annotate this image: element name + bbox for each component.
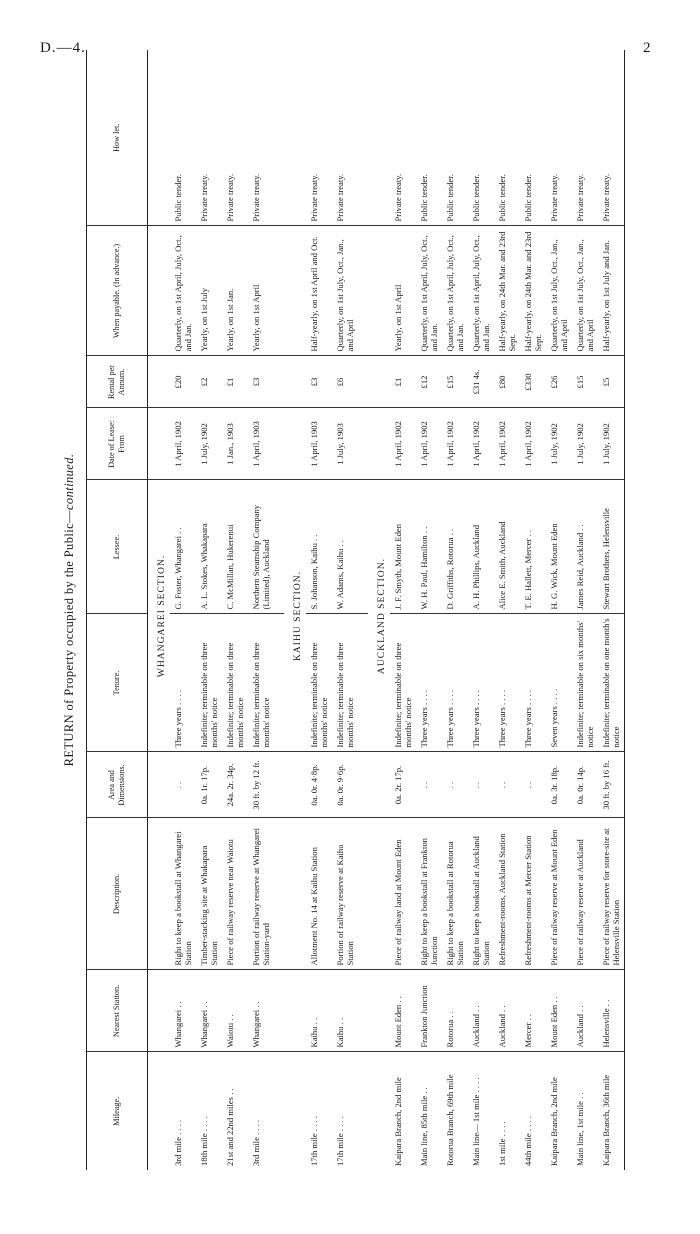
cell-when-payable: Quarterly, on 1st April, July, Oct., and Jan. [442,226,468,356]
cell-rental: £3 [306,356,332,408]
header-lessee: Lessee. [87,480,148,614]
cell-mileage: 44th mile . . . . [520,1052,546,1170]
cell-mileage: Rotorua Branch, 69th mile [442,1052,468,1170]
header-mileage: Mileage. [87,1052,148,1170]
cell-how-let: Private treaty. [572,50,598,226]
cell-description: Timber-stacking site at Whakapara Station [196,818,222,970]
cell-date-of-lease: 1 July, 1902 [598,408,625,480]
section-heading: KAIHU SECTION. [284,480,306,752]
cell-date-of-lease: 1 Jan., 1903 [222,408,248,480]
table-row [572,50,598,1170]
cell-date-of-lease: 1 July, 1902 [572,408,598,480]
cell-lessee: Alice E. Smith, Auckland [494,480,520,614]
cell-how-let: Private treaty. [248,50,274,226]
spacer-cell [274,818,284,970]
cell-lessee: James Reid, Auckland . . [572,480,598,614]
cell-mileage: Kaipara Branch, 2nd mile [390,1052,416,1170]
cell-date-of-lease: 1 April, 1902 [442,408,468,480]
cell-area: . . [442,752,468,818]
table-title [62,50,78,1170]
cell-rental: £26 [546,356,572,408]
cell-area: 0a. 3r. 18p. [546,752,572,818]
cell-tenure: Indefinite; terminable on three months' notice [332,614,358,752]
table-row [546,50,572,1170]
cell-lessee: W. Adams, Kaihu . . [332,480,358,614]
table-body [148,50,625,1170]
cell-how-let: Public tender. [170,50,196,226]
title-main: RETURN of Property occupied by the Public— [62,510,76,767]
cell-lessee: Northern Steamship Company (Limited), Auckland [248,480,274,614]
cell-lessee: J. F. Smyth, Mount Eden [390,480,416,614]
cell-description: Portion of railway reserve at Kaihu Station [332,818,358,970]
section-heading-blank [148,752,171,818]
table-row [494,50,520,1170]
cell-rental: £12 [416,356,442,408]
cell-how-let: Private treaty. [332,50,358,226]
cell-when-payable: Quarterly, on 1st July, Oct., Jan., and April [546,226,572,356]
cell-tenure: Three years . . . . [520,614,546,752]
cell-lessee: H. G. Wick, Mount Eden [546,480,572,614]
cell-rental: £1 [390,356,416,408]
cell-rental: £5 [598,356,625,408]
cell-area: . . [468,752,494,818]
section-heading-blank [284,970,306,1052]
cell-lessee: D. Griffiths, Rotorua . . [442,480,468,614]
cell-date-of-lease: 1 April, 1902 [170,408,196,480]
table-row [442,50,468,1170]
cell-nearest-station: Mount Eden . . [390,970,416,1052]
header-rental: Rental per Annum. [87,356,148,408]
cell-nearest-station: Rotorua . . [442,970,468,1052]
section-heading-blank [148,50,171,226]
section-heading-blank [368,356,390,408]
cell-when-payable: Yearly, on 1st July [196,226,222,356]
property-return-table [86,50,625,1170]
cell-tenure: Indefinite; terminable on three months' notice [248,614,274,752]
cell-when-payable: Quarterly, on 1st July, Oct., Jan., and April [572,226,598,356]
spacer-cell [274,970,284,1052]
table-row [170,50,196,1170]
cell-how-let: Public tender. [520,50,546,226]
cell-rental: £31 4s. [468,356,494,408]
section-heading-blank [284,226,306,356]
spacer-cell [274,752,284,818]
cell-how-let: Private treaty. [390,50,416,226]
section-heading-blank [284,818,306,970]
cell-date-of-lease: 1 April, 1902 [416,408,442,480]
cell-description: Portion of railway reserve at Whangarei Station-yard [248,818,274,970]
cell-nearest-station: Frankton Junction [416,970,442,1052]
cell-mileage: 17th mile . . . . [332,1052,358,1170]
cell-tenure: Three years . . . . [170,614,196,752]
section-heading-blank [284,752,306,818]
cell-area: 24a. 2r. 34p. [222,752,248,818]
cell-tenure: Three years . . . . [442,614,468,752]
title-continued: continued. [62,453,76,511]
spacer-cell [274,1052,284,1170]
spacer-cell [358,1052,368,1170]
cell-area: . . [170,752,196,818]
cell-nearest-station: Kaihu . . [306,970,332,1052]
section-heading-blank [368,226,390,356]
section-heading-blank [368,818,390,970]
cell-date-of-lease: 1 July, 1902 [546,408,572,480]
section-heading-blank [148,408,171,480]
section-header-row [284,50,306,1170]
header-when-payable: When payable. (In advance.) [87,226,148,356]
section-heading-blank [284,356,306,408]
cell-rental: £330 [520,356,546,408]
cell-description: Piece of railway reserve at Auckland [572,818,598,970]
cell-nearest-station: Auckland . . [494,970,520,1052]
cell-mileage: Main line— 1st mile . . . . [468,1052,494,1170]
cell-nearest-station: Helensville . . [598,970,625,1052]
section-header-row [368,50,390,1170]
cell-rental: £15 [442,356,468,408]
cell-date-of-lease: 1 April, 1902 [468,408,494,480]
cell-mileage: Kaipara Branch, 36th mile [598,1052,625,1170]
cell-nearest-station: Whangarei . . [248,970,274,1052]
cell-lessee: Stewart Brothers, Helensville [598,480,625,614]
cell-description: Right to keep a bookstall at Frankton Junction [416,818,442,970]
spacer-cell [358,614,368,752]
cell-tenure: Indefinite; terminable on one month's notice [598,614,625,752]
cell-tenure: Seven years . . . . [546,614,572,752]
section-spacer-row [358,50,368,1170]
spacer-cell [358,50,368,226]
section-heading-blank [368,752,390,818]
section-heading-blank [284,1052,306,1170]
spacer-cell [274,226,284,356]
spacer-cell [274,50,284,226]
cell-description: Refreshment-rooms at Mercer Station [520,818,546,970]
cell-area: 30 ft. by 12 ft. [248,752,274,818]
document-reference: D.—4. [40,40,86,56]
table-row [306,50,332,1170]
table-row [390,50,416,1170]
cell-when-payable: Half-yearly, on 1st April and Oct. [306,226,332,356]
section-heading-blank [368,50,390,226]
cell-when-payable: Quarterly, on 1st April, July, Oct., and Jan. [468,226,494,356]
section-heading-blank [148,1052,171,1170]
cell-rental: £15 [572,356,598,408]
cell-how-let: Private treaty. [196,50,222,226]
cell-how-let: Public tender. [442,50,468,226]
cell-lessee: G. Foster, Whangarei . . [170,480,196,614]
cell-description: Piece of railway land at Mount Eden [390,818,416,970]
cell-area: . . [494,752,520,818]
cell-rental: £80 [494,356,520,408]
cell-date-of-lease: 1 July, 1903 [332,408,358,480]
table-row [520,50,546,1170]
cell-lessee: T. E. Hallett, Mercer . . [520,480,546,614]
cell-nearest-station: Auckland . . [572,970,598,1052]
spacer-cell [274,614,284,752]
cell-description: Right to keep a bookstall at Rotorua Station [442,818,468,970]
cell-how-let: Private treaty. [598,50,625,226]
table-row [416,50,442,1170]
section-heading: AUCKLAND SECTION. [368,480,390,752]
cell-area: 0a. 0r. 9·6p. [332,752,358,818]
spacer-cell [358,356,368,408]
cell-lessee: C. McMillan, Hukerenui [222,480,248,614]
cell-nearest-station: Mercer . . [520,970,546,1052]
cell-when-payable: Quarterly, on 1st July, Oct., Jan., and April [332,226,358,356]
cell-area: 0a. 2r. 17p. [390,752,416,818]
section-header-row [148,50,171,1170]
spacer-cell [358,226,368,356]
cell-tenure: Indefinite; terminable on three months' notice [306,614,332,752]
cell-nearest-station: Mount Eden . . [546,970,572,1052]
section-heading-blank [284,50,306,226]
spacer-cell [358,408,368,480]
cell-tenure: Indefinite; terminable on three months' notice [390,614,416,752]
header-date-of-lease: Date of Lease: From [87,408,148,480]
cell-nearest-station: Auckland . . [468,970,494,1052]
cell-tenure: Indefinite; terminable on three months' notice [222,614,248,752]
section-heading-blank [148,970,171,1052]
cell-lessee: S. Johanson, Kaihu . . [306,480,332,614]
table-row [598,50,625,1170]
cell-description: Piece of railway reserve for store-site at Helensville Station [598,818,625,970]
cell-area: 0a. 0r. 14p. [572,752,598,818]
cell-nearest-station: Whangarei . . [196,970,222,1052]
cell-when-payable: Quarterly, on 1st April, July, Oct., and Jan. [416,226,442,356]
section-heading: WHANGAREI SECTION. [148,480,171,752]
cell-tenure: Three years . . . . [494,614,520,752]
cell-when-payable: Half-yearly, on 1st July and Jan. [598,226,625,356]
cell-when-payable: Half-yearly, on 24th Mar. and 23rd Sept. [494,226,520,356]
table-row [248,50,274,1170]
table-row [332,50,358,1170]
cell-mileage: Kaipara Branch, 2nd mile [546,1052,572,1170]
cell-tenure: Three years . . . . [468,614,494,752]
cell-when-payable: Half-yearly, on 24th Mar. and 23rd Sept. [520,226,546,356]
cell-lessee: A. H. Phillips, Auckland [468,480,494,614]
table-row [222,50,248,1170]
cell-how-let: Private treaty. [306,50,332,226]
cell-area: . . [520,752,546,818]
spacer-cell [274,408,284,480]
cell-mileage: 3rd mile . . . . [170,1052,196,1170]
cell-rental: £1 [222,356,248,408]
cell-lessee: A. L. Stokes, Whakapara [196,480,222,614]
cell-description: Refreshment-rooms, Auckland Station [494,818,520,970]
cell-description: Piece of railway reserve at Mount Eden [546,818,572,970]
cell-date-of-lease: 1 April, 1903 [306,408,332,480]
cell-mileage: 3rd mile . . . . [248,1052,274,1170]
table-row [468,50,494,1170]
cell-rental: £2 [196,356,222,408]
cell-when-payable: Yearly, on 1st April [248,226,274,356]
page-number: 2 [643,40,651,56]
spacer-cell [358,818,368,970]
cell-lessee: W. H. Paul, Hamilton . . [416,480,442,614]
section-heading-blank [148,356,171,408]
cell-nearest-station: Kaihu . . [332,970,358,1052]
section-heading-blank [368,408,390,480]
cell-mileage: 18th mile . . . . [196,1052,222,1170]
cell-mileage: 1st mile . . . . [494,1052,520,1170]
cell-mileage: 21st and 22nd miles . . [222,1052,248,1170]
cell-date-of-lease: 1 July, 1902 [196,408,222,480]
cell-description: Right to keep a bookstall at Auckland Station [468,818,494,970]
cell-tenure: Indefinite; terminable on three months' notice [196,614,222,752]
spacer-cell [358,752,368,818]
cell-mileage: Main line, 1st mile . . [572,1052,598,1170]
header-area: Area and Dimensions. [87,752,148,818]
section-heading-blank [148,226,171,356]
header-how-let: How let. [87,50,148,226]
cell-rental: £6 [332,356,358,408]
spacer-cell [274,480,284,614]
header-description: Description. [87,818,148,970]
spacer-cell [358,970,368,1052]
section-spacer-row [274,50,284,1170]
cell-how-let: Private treaty. [222,50,248,226]
cell-nearest-station: Whangarei . . [170,970,196,1052]
section-heading-blank [284,408,306,480]
cell-date-of-lease: 1 April, 1902 [390,408,416,480]
section-heading-blank [368,1052,390,1170]
spacer-cell [274,356,284,408]
cell-area: 0a. 1r. 17p. [196,752,222,818]
cell-rental: £3 [248,356,274,408]
header-tenure: Tenure. [87,614,148,752]
cell-tenure: Three years . . . . [416,614,442,752]
cell-description: Right to keep a bookstall at Whangarei Station [170,818,196,970]
cell-when-payable: Yearly, on 1st Jan. [222,226,248,356]
cell-rental: £20 [170,356,196,408]
table-row [196,50,222,1170]
cell-description: Piece of railway reserve near Waiotu [222,818,248,970]
cell-area: 30 ft. by 16 ft. [598,752,625,818]
cell-how-let: Public tender. [468,50,494,226]
cell-tenure: Indefinite; terminable on six months' notice [572,614,598,752]
section-heading-blank [368,970,390,1052]
cell-area: . . [416,752,442,818]
cell-when-payable: Yearly, on 1st April [390,226,416,356]
cell-when-payable: Quarterly, on 1st April, July, Oct., and Jan. [170,226,196,356]
cell-date-of-lease: 1 April, 1902 [520,408,546,480]
table-header-row [87,50,148,1170]
cell-mileage: Main line, 85th mile . . [416,1052,442,1170]
cell-how-let: Public tender. [494,50,520,226]
rotated-return-table-block [62,50,662,1170]
cell-area: 0a. 0r. 4·8p. [306,752,332,818]
cell-date-of-lease: 1 April, 1903 [248,408,274,480]
cell-mileage: 17th mile . . . . [306,1052,332,1170]
spacer-cell [358,480,368,614]
cell-how-let: Private treaty. [546,50,572,226]
cell-description: Allotment No. 14 at Kaihu Station [306,818,332,970]
section-heading-blank [148,818,171,970]
cell-how-let: Public tender. [416,50,442,226]
cell-date-of-lease: 1 April, 1902 [494,408,520,480]
header-nearest-station: Nearest Station. [87,970,148,1052]
cell-nearest-station: Waiotu . . [222,970,248,1052]
